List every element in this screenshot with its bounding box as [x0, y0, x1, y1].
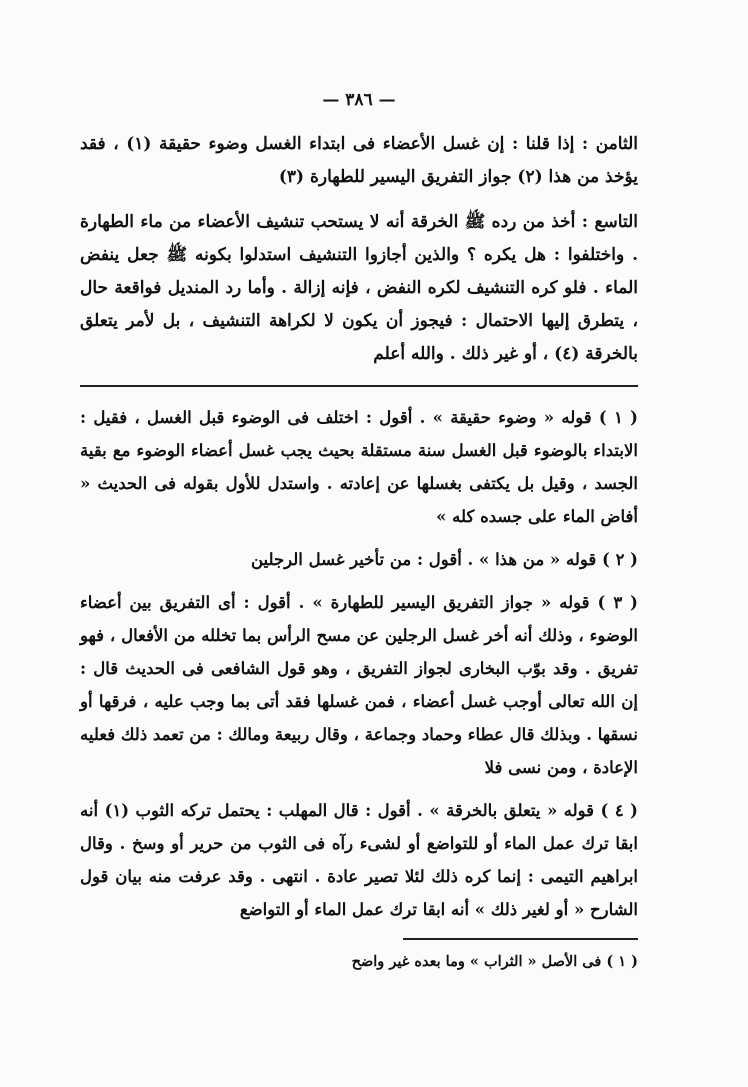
note-3: ( ٣ ) قوله « جواز التفريق اليسير للطهارة » . أقول : أى التفريق بين أعضاء الوضوء ، وذلك أنه أخر غسل الرجلين عن مسح الرأس بما تخلله من الأفعال ، فهو تفريق . وقد بوّب البخارى لجواز التفريق ، وهو قول الشافعى فى الحديث قال : إن الله تعالى أوجب غسل أعضاء ، فمن غسلها فقد أتى بما وجب عليه ، فرقها أو نسقها . وبذلك قال عطاء وحماد وجماعة ، وقال ربيعة ومالك : من تعمد ذلك فعليه الإعادة ، ومن نسى فلا — [80, 593, 638, 777]
main-text — [80, 128, 638, 371]
note-4: ( ٤ ) قوله « يتعلق بالخرقة » . أقول : قال المهلب : يحتمل تركه الثوب (١) أنه ابقا ترك عمل الماء أو للتواضع أو لشىء رآه فى الثوب من حرير أو وسخ . وقال ابراهيم التيمى : إنما كره ذلك لئلا تصير عادة . انتهى . وقد عرفت منه بيان قول الشارح « أو لغير ذلك » أنه ابقا ترك عمل الماء أو التواضع — [80, 801, 638, 919]
paragraph-ninth: التاسع : أخذ من رده ﷺ الخرقة أنه لا يستحب تنشيف الأعضاء من ماء الطهارة . واختلفوا : هل يكره ؟ والذين أجازوا التنشيف استدلوا بكونه ﷺ جعل ينفض الماء . فلو كره التنشيف لكره النفض ، فإنه إزالة . وأما رد المنديل فواقعة حال ، يتطرق إليها الاحتمال : فيجوز أن يكون لا لكراهة التنشيف ، بل لأمر يتعلق بالخرقة (٤) ، أو غير ذلك . والله أعلم — [80, 212, 638, 364]
footnote: ( ١ ) فى الأصل « الثراب » وما بعده غير واضح — [351, 953, 638, 970]
note-2: ( ٢ ) قوله « من هذا » . أقول : من تأخير غسل الرجلين — [250, 550, 638, 569]
document-page — [80, 78, 638, 1047]
commentary-notes — [80, 401, 638, 926]
paragraph-eighth: الثامن : إذا قلنا : إن غسل الأعضاء فى ابتداء الغسل وضوء حقيقة (١) ، فقد يؤخذ من هذا (٢) جواز التفريق اليسير للطهارة (٣) — [80, 134, 638, 187]
notes-divider — [80, 385, 638, 387]
page-number: — ٣٨٦ — — [322, 90, 396, 110]
note-1: ( ١ ) قوله « وضوء حقيقة » . أقول : اختلف فى الوضوء قبل الغسل ، فقيل : الابتداء بالوضوء قبل الغسل سنة مستقلة بحيث يجب غسل أعضاء الوضوء مع بقية الجسد ، وقيل بل يكتفى بغسلها عن إعادته . واستدل للأول بقوله فى الحديث « أفاض الماء على جسده كله » — [80, 408, 638, 526]
footnote-divider — [403, 938, 638, 940]
